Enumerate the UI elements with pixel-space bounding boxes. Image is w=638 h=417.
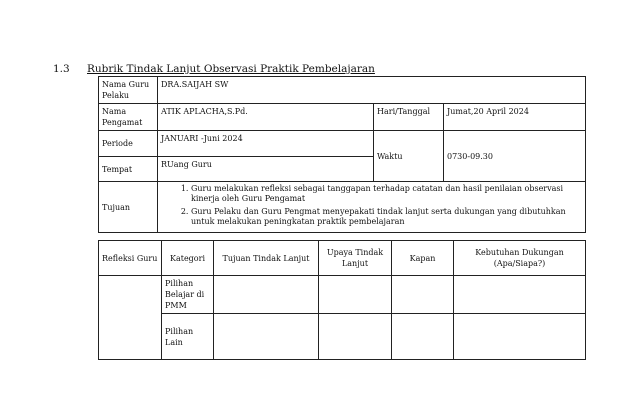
header-upaya: Upaya Tindak Lanjut bbox=[319, 241, 392, 276]
header-kategori: Kategori bbox=[162, 241, 214, 276]
tujuan-item: 2. Guru Pelaku dan Guru Pengmat menyepakati tindak lanjut serta dukungan yang dibutuhkan untuk melakukan peningkatan praktik pembelajaran bbox=[191, 207, 582, 227]
kategori-cell: Pilihan Belajar di PMM bbox=[162, 276, 214, 314]
upaya-cell bbox=[319, 314, 392, 360]
kebutuhan-cell bbox=[454, 276, 586, 314]
hari-tanggal-value: Jumat,20 April 2024 bbox=[444, 104, 586, 131]
section-heading bbox=[53, 63, 375, 75]
section-title: Rubrik Tindak Lanjut Observasi Praktik Pembelajaran bbox=[87, 63, 375, 75]
tujuan-cell bbox=[214, 314, 319, 360]
nama-guru-label: Nama Guru Pelaku bbox=[99, 77, 158, 104]
header-refleksi: Refleksi Guru bbox=[99, 241, 162, 276]
tujuan-list bbox=[161, 184, 582, 227]
refleksi-cell bbox=[99, 276, 162, 360]
periode-label: Periode bbox=[99, 131, 158, 157]
kapan-cell bbox=[392, 314, 454, 360]
nama-guru-value: DRA.SAIJAH SW bbox=[158, 77, 586, 104]
info-table bbox=[98, 76, 586, 233]
header-kebutuhan: Kebutuhan Dukungan (Apa/Siapa?) bbox=[454, 241, 586, 276]
section-number: 1.3 bbox=[53, 63, 70, 75]
tujuan-item: 1. Guru melakukan refleksi sebagai tanggapan terhadap catatan dan hasil penilaian observasi kinerja oleh Guru Pengamat bbox=[191, 184, 582, 204]
tempat-label: Tempat bbox=[99, 157, 158, 182]
tujuan-cell bbox=[214, 276, 319, 314]
nama-pengamat-value: ATIK APLACHA,S.Pd. bbox=[158, 104, 374, 131]
waktu-value: 0730-09.30 bbox=[444, 131, 586, 182]
tempat-value: RUang Guru bbox=[158, 157, 374, 182]
periode-value: JANUARI -Juni 2024 bbox=[158, 131, 374, 157]
kategori-cell: Pilihan Lain bbox=[162, 314, 214, 360]
waktu-label: Waktu bbox=[374, 131, 444, 182]
tujuan-label: Tujuan bbox=[99, 182, 158, 233]
hari-tanggal-label: Hari/Tanggal bbox=[374, 104, 444, 131]
nama-pengamat-label: Nama Pengamat bbox=[99, 104, 158, 131]
header-kapan: Kapan bbox=[392, 241, 454, 276]
kebutuhan-cell bbox=[454, 314, 586, 360]
upaya-cell bbox=[319, 276, 392, 314]
followup-table bbox=[98, 240, 586, 360]
kapan-cell bbox=[392, 276, 454, 314]
header-tujuan: Tujuan Tindak Lanjut bbox=[214, 241, 319, 276]
tujuan-list-cell bbox=[158, 182, 586, 233]
